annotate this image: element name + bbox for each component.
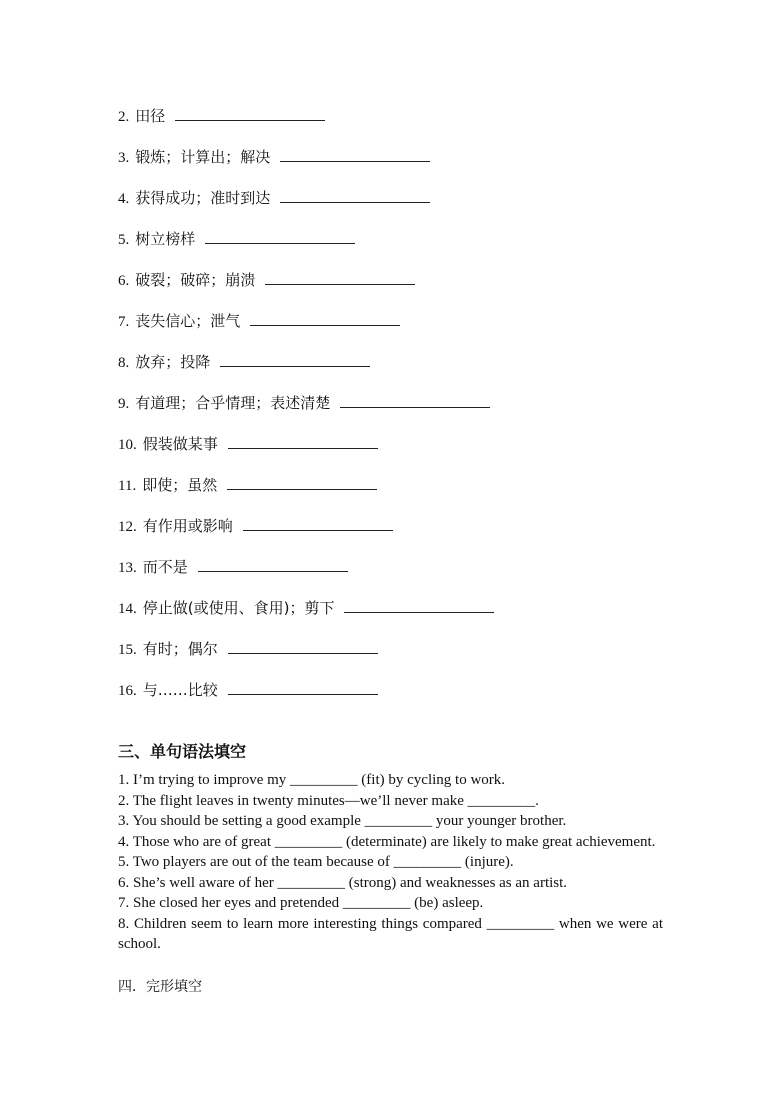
item-prompt: 有时；偶尔 (142, 640, 218, 658)
item-number: 15. (118, 642, 137, 658)
grammar-item: 5. Two players are out of the team because of _________ (injure). (118, 854, 514, 870)
answer-blank[interactable] (228, 639, 378, 654)
vocab-item (118, 229, 678, 270)
grammar-item: 7. She closed her eyes and pretended _________ (be) asleep. (118, 895, 484, 911)
answer-blank[interactable] (227, 475, 377, 490)
vocab-item (118, 311, 678, 352)
grammar-item: 8. Children seem to learn more interesting things compared _________ when we were at school. (118, 915, 663, 952)
answer-blank[interactable] (265, 270, 415, 285)
answer-blank[interactable] (340, 393, 490, 408)
item-prompt: 与……比较 (142, 681, 218, 699)
answer-blank[interactable] (220, 352, 370, 367)
item-number: 12. (118, 519, 137, 535)
answer-blank[interactable] (205, 229, 355, 244)
answer-blank[interactable] (175, 106, 325, 121)
item-prompt: 而不是 (142, 558, 188, 576)
item-prompt: 有作用或影响 (142, 517, 233, 535)
item-prompt: 树立榜样 (135, 230, 196, 248)
vocab-item (118, 352, 678, 393)
grammar-item: 1. I’m trying to improve my _________ (fit) by cycling to work. (118, 772, 506, 788)
item-number: 5. (118, 232, 130, 248)
item-prompt: 放弃；投降 (135, 353, 211, 371)
item-number: 13. (118, 560, 137, 576)
grammar-item: 3. You should be setting a good example _________ your younger brother. (118, 813, 567, 829)
vocab-item (118, 598, 678, 639)
grammar-item: 2. The flight leaves in twenty minutes—we’ll never make _________. (118, 792, 539, 809)
section-heading-cloze: 四．完形填空 (118, 979, 202, 995)
item-number: 9. (118, 396, 130, 412)
answer-blank[interactable] (243, 516, 393, 531)
vocab-item (118, 516, 678, 557)
item-number: 14. (118, 601, 137, 617)
answer-blank[interactable] (250, 311, 400, 326)
grammar-exercise-list (118, 770, 663, 955)
vocab-item (118, 393, 678, 434)
vocab-item (118, 106, 678, 147)
grammar-item: 6. She’s well aware of her _________ (strong) and weaknesses as an artist. (118, 874, 568, 891)
item-number: 16. (118, 683, 137, 699)
item-prompt: 锻炼；计算出；解决 (135, 148, 271, 166)
item-number: 8. (118, 355, 130, 371)
item-number: 6. (118, 273, 130, 289)
item-prompt: 有道理；合乎情理；表述清楚 (135, 394, 331, 412)
vocab-item (118, 434, 678, 475)
item-prompt: 丧失信心；泄气 (135, 312, 241, 330)
item-number: 2. (118, 109, 130, 125)
vocab-item (118, 188, 678, 229)
item-number: 3. (118, 150, 130, 166)
answer-blank[interactable] (280, 147, 430, 162)
item-prompt: 停止做(或使用、食用)；剪下 (142, 599, 335, 617)
answer-blank[interactable] (198, 557, 348, 572)
vocab-item (118, 475, 678, 516)
answer-blank[interactable] (280, 188, 430, 203)
item-number: 10. (118, 437, 137, 453)
section-heading-grammar: 三、单句语法填空 (118, 742, 247, 761)
item-prompt: 获得成功；准时到达 (135, 189, 271, 207)
answer-blank[interactable] (228, 434, 378, 449)
item-number: 11. (118, 478, 137, 494)
vocab-item (118, 680, 678, 721)
item-prompt: 即使；虽然 (142, 476, 218, 494)
vocab-list (118, 106, 678, 721)
item-prompt: 破裂；破碎；崩溃 (135, 271, 256, 289)
answer-blank[interactable] (344, 598, 494, 613)
vocab-item (118, 639, 678, 680)
vocab-item (118, 147, 678, 188)
grammar-item: 4. Those who are of great _________ (determinate) are likely to make great achievement. (118, 833, 656, 850)
item-number: 4. (118, 191, 130, 207)
item-number: 7. (118, 314, 130, 330)
answer-blank[interactable] (228, 680, 378, 695)
item-prompt: 田径 (135, 107, 166, 125)
vocab-item (118, 270, 678, 311)
item-prompt: 假装做某事 (142, 435, 218, 453)
vocab-item (118, 557, 678, 598)
